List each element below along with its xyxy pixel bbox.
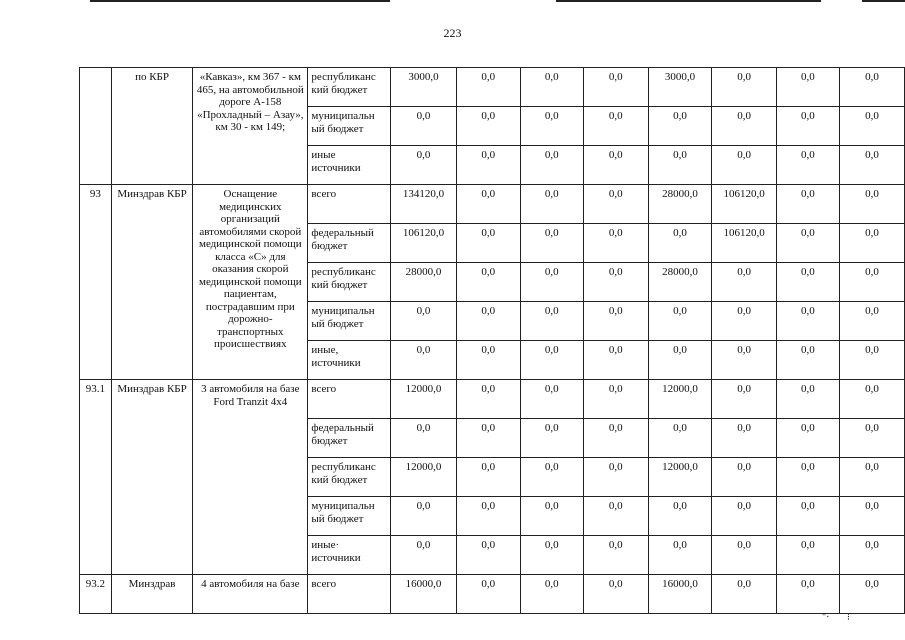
measure-cell: 3 автомобиля на базе Ford Tranzit 4x4 (193, 380, 308, 575)
amount-cell: 16000,0 (391, 575, 457, 614)
amount-cell: 0,0 (776, 302, 839, 341)
amount-cell: 28000,0 (648, 263, 712, 302)
top-rule-right (862, 0, 905, 2)
measure-cell: Оснащение медицинских организаций автомобилями скорой медицинской помощи класса «С» для оказания скорой медицинской помощи пациентам, пострадавшим при дорожно-транспортных происшествиях (193, 185, 308, 380)
funding-source-cell: федеральный бюджет (308, 419, 391, 458)
row-number-cell: 93.2 (80, 575, 112, 614)
amount-cell: 0,0 (456, 185, 520, 224)
amount-cell: 0,0 (583, 146, 648, 185)
amount-cell: 0,0 (583, 341, 648, 380)
amount-cell: 0,0 (776, 68, 839, 107)
amount-cell: 0,0 (648, 302, 712, 341)
amount-cell: 0,0 (648, 341, 712, 380)
amount-cell: 0,0 (520, 497, 583, 536)
amount-cell: 0,0 (583, 68, 648, 107)
funding-source-cell: республиканс кий бюджет (308, 458, 391, 497)
amount-cell: 0,0 (839, 302, 904, 341)
amount-cell: 28000,0 (648, 185, 712, 224)
amount-cell: 0,0 (839, 146, 904, 185)
amount-cell: 0,0 (583, 107, 648, 146)
amount-cell: 0,0 (456, 224, 520, 263)
amount-cell: 0,0 (776, 263, 839, 302)
amount-cell: 0,0 (456, 263, 520, 302)
amount-cell: 0,0 (839, 68, 904, 107)
amount-cell: 0,0 (583, 497, 648, 536)
amount-cell: 0,0 (520, 536, 583, 575)
table-row (80, 575, 905, 614)
amount-cell: 0,0 (839, 341, 904, 380)
amount-cell: 0,0 (456, 341, 520, 380)
amount-cell: 12000,0 (391, 458, 457, 497)
top-rule-left (90, 0, 390, 2)
funding-source-cell: республиканс кий бюджет (308, 263, 391, 302)
amount-cell: 106120,0 (712, 185, 777, 224)
amount-cell: 0,0 (648, 146, 712, 185)
budget-table (79, 67, 905, 614)
amount-cell: 0,0 (456, 302, 520, 341)
amount-cell: 0,0 (712, 458, 777, 497)
amount-cell: 0,0 (583, 419, 648, 458)
amount-cell: 0,0 (776, 185, 839, 224)
amount-cell: 0,0 (776, 458, 839, 497)
amount-cell: 0,0 (583, 185, 648, 224)
amount-cell: 0,0 (712, 380, 777, 419)
amount-cell: 0,0 (712, 146, 777, 185)
row-number-cell: 93.1 (80, 380, 112, 575)
amount-cell: 0,0 (839, 497, 904, 536)
amount-cell: 0,0 (712, 419, 777, 458)
amount-cell: 0,0 (776, 107, 839, 146)
amount-cell: 0,0 (520, 68, 583, 107)
amount-cell: 0,0 (583, 263, 648, 302)
amount-cell: 0,0 (583, 458, 648, 497)
amount-cell: 0,0 (839, 458, 904, 497)
amount-cell: 0,0 (520, 419, 583, 458)
amount-cell: 0,0 (839, 263, 904, 302)
amount-cell: 0,0 (839, 224, 904, 263)
funding-source-cell: иные источники (308, 146, 391, 185)
amount-cell: 134120,0 (391, 185, 457, 224)
amount-cell: 0,0 (648, 536, 712, 575)
amount-cell: 0,0 (520, 302, 583, 341)
amount-cell: 0,0 (456, 146, 520, 185)
amount-cell: 0,0 (712, 68, 777, 107)
amount-cell: 0,0 (776, 224, 839, 263)
table-row (80, 380, 905, 419)
amount-cell: 0,0 (648, 497, 712, 536)
amount-cell: 0,0 (456, 107, 520, 146)
table-row (80, 185, 905, 224)
measure-cell: «Кавказ», км 367 - км 465, на автомобильной дороге А-158 «Прохладный – Азау», км 30 - км 149; (193, 68, 308, 185)
table-row (80, 68, 905, 107)
amount-cell: 0,0 (776, 380, 839, 419)
amount-cell: 0,0 (712, 107, 777, 146)
amount-cell: 0,0 (776, 146, 839, 185)
amount-cell: 0,0 (520, 575, 583, 614)
amount-cell: 12000,0 (648, 458, 712, 497)
amount-cell: 0,0 (839, 575, 904, 614)
amount-cell: 0,0 (456, 419, 520, 458)
executor-cell: Минздрав КБР (111, 380, 192, 575)
amount-cell: 0,0 (776, 497, 839, 536)
amount-cell: 0,0 (839, 185, 904, 224)
amount-cell: 0,0 (648, 107, 712, 146)
page-number: 223 (443, 26, 462, 40)
amount-cell: 0,0 (456, 458, 520, 497)
amount-cell: 0,0 (839, 419, 904, 458)
amount-cell: 0,0 (712, 302, 777, 341)
amount-cell: 0,0 (520, 185, 583, 224)
amount-cell: 106120,0 (712, 224, 777, 263)
funding-source-cell: федеральный бюджет (308, 224, 391, 263)
amount-cell: 0,0 (520, 107, 583, 146)
amount-cell: 0,0 (391, 302, 457, 341)
amount-cell: 0,0 (712, 575, 777, 614)
funding-source-cell: муниципальн ый бюджет (308, 107, 391, 146)
amount-cell: 0,0 (456, 575, 520, 614)
amount-cell: 0,0 (712, 263, 777, 302)
funding-source-cell: всего (308, 575, 391, 614)
amount-cell: 0,0 (391, 107, 457, 146)
amount-cell: 0,0 (520, 458, 583, 497)
amount-cell: 0,0 (583, 536, 648, 575)
amount-cell: 0,0 (583, 224, 648, 263)
amount-cell: 0,0 (520, 263, 583, 302)
amount-cell: 0,0 (391, 536, 457, 575)
amount-cell: 0,0 (648, 419, 712, 458)
amount-cell: 12000,0 (391, 380, 457, 419)
amount-cell: 0,0 (776, 419, 839, 458)
amount-cell: 0,0 (456, 497, 520, 536)
amount-cell: 0,0 (648, 224, 712, 263)
amount-cell: 0,0 (839, 536, 904, 575)
amount-cell: 0,0 (712, 536, 777, 575)
funding-source-cell: иные, источники (308, 341, 391, 380)
amount-cell: 0,0 (583, 575, 648, 614)
executor-cell: по КБР (111, 68, 192, 185)
amount-cell: 0,0 (391, 497, 457, 536)
amount-cell: 3000,0 (648, 68, 712, 107)
amount-cell: 3000,0 (391, 68, 457, 107)
amount-cell: 0,0 (391, 341, 457, 380)
amount-cell: 16000,0 (648, 575, 712, 614)
amount-cell: 0,0 (391, 419, 457, 458)
amount-cell: 0,0 (456, 380, 520, 419)
amount-cell: 0,0 (839, 380, 904, 419)
row-number-cell (80, 68, 112, 185)
scan-specks: "· ⁝ (822, 612, 851, 623)
row-number-cell: 93 (80, 185, 112, 380)
amount-cell: 0,0 (520, 146, 583, 185)
amount-cell: 28000,0 (391, 263, 457, 302)
funding-source-cell: муниципальн ый бюджет (308, 497, 391, 536)
executor-cell: Минздрав КБР (111, 185, 192, 380)
amount-cell: 0,0 (583, 302, 648, 341)
amount-cell: 0,0 (520, 380, 583, 419)
funding-source-cell: всего (308, 380, 391, 419)
amount-cell: 0,0 (520, 341, 583, 380)
amount-cell: 0,0 (456, 68, 520, 107)
funding-source-cell: всего (308, 185, 391, 224)
top-rule-mid (556, 0, 821, 2)
amount-cell: 0,0 (391, 146, 457, 185)
amount-cell: 12000,0 (648, 380, 712, 419)
measure-cell: 4 автомобиля на базе (193, 575, 308, 614)
amount-cell: 0,0 (776, 341, 839, 380)
amount-cell: 0,0 (520, 224, 583, 263)
amount-cell: 0,0 (776, 536, 839, 575)
executor-cell: Минздрав (111, 575, 192, 614)
amount-cell: 0,0 (839, 107, 904, 146)
amount-cell: 0,0 (712, 341, 777, 380)
amount-cell: 0,0 (776, 575, 839, 614)
funding-source-cell: республиканс кий бюджет (308, 68, 391, 107)
amount-cell: 0,0 (456, 536, 520, 575)
amount-cell: 0,0 (712, 497, 777, 536)
funding-source-cell: иные· источники (308, 536, 391, 575)
funding-source-cell: муниципальн ый бюджет (308, 302, 391, 341)
amount-cell: 106120,0 (391, 224, 457, 263)
amount-cell: 0,0 (583, 380, 648, 419)
